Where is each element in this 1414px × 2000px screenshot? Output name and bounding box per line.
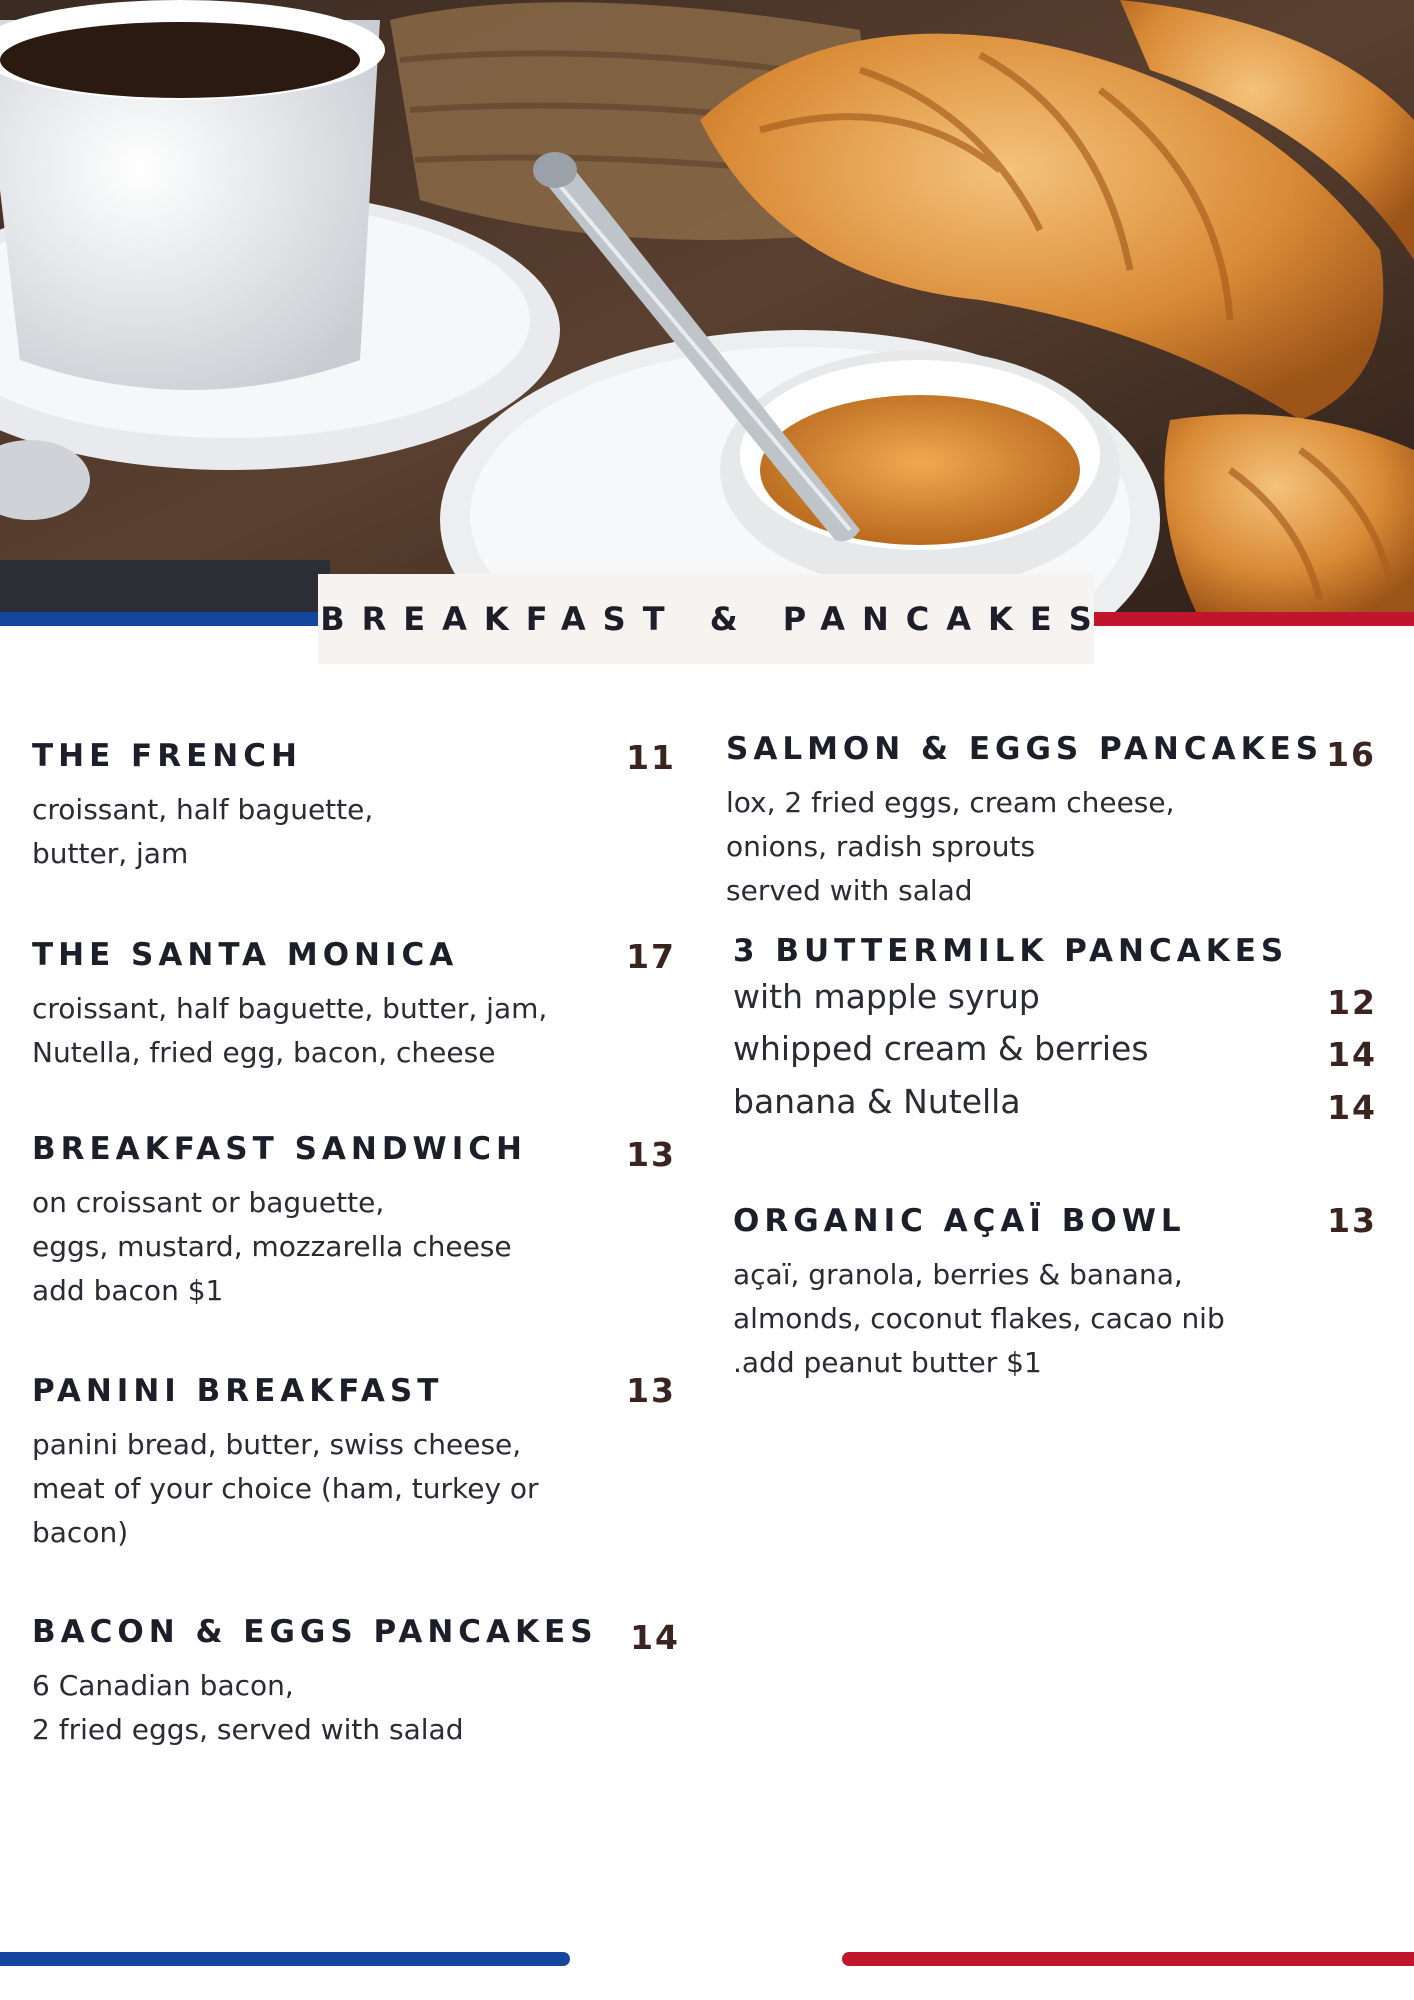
item-price: 17: [626, 937, 676, 976]
section-title: BREAKFAST & PANCAKES: [320, 600, 1109, 638]
item-price: 14: [630, 1618, 680, 1657]
item-name: BREAKFAST SANDWICH: [32, 1131, 527, 1167]
variant-price: 14: [1327, 1035, 1377, 1074]
description-line: butter, jam: [32, 837, 189, 870]
item-description: [32, 1423, 539, 1555]
variant-row: [733, 977, 1377, 1031]
item-name: THE FRENCH: [32, 738, 302, 774]
item-price: 13: [626, 1135, 676, 1174]
item-price: 13: [1327, 1201, 1377, 1240]
breakfast-photo-icon: [0, 0, 1414, 620]
variant-price: 14: [1327, 1088, 1377, 1127]
item-description: [32, 1664, 463, 1752]
description-line: lox, 2 fried eggs, cream cheese,: [726, 786, 1175, 819]
menu-item-buttermilk-pancakes: [733, 933, 1377, 1133]
item-name: SALMON & EGGS PANCAKES: [726, 731, 1324, 767]
description-line: served with salad: [726, 874, 973, 907]
item-price: 11: [626, 738, 676, 777]
description-line: Nutella, fried egg, bacon, cheese: [32, 1036, 496, 1069]
item-name: 3 BUTTERMILK PANCAKES: [733, 933, 1289, 969]
item-description: [726, 781, 1175, 913]
description-line: almonds, coconut flakes, cacao nib: [733, 1302, 1225, 1335]
item-price: 16: [1326, 735, 1376, 774]
item-name: THE SANTA MONICA: [32, 937, 459, 973]
item-description: [733, 1253, 1225, 1385]
description-line: meat of your choice (ham, turkey or: [32, 1472, 539, 1505]
variant-label: with mapple syrup: [733, 977, 1040, 1016]
item-price: 13: [626, 1371, 676, 1410]
variant-price: 12: [1327, 983, 1377, 1022]
description-line: 6 Canadian bacon,: [32, 1669, 294, 1702]
description-line: panini bread, butter, swiss cheese,: [32, 1428, 522, 1461]
variant-label: banana & Nutella: [733, 1082, 1021, 1121]
item-description: [32, 987, 547, 1075]
item-description: [32, 788, 373, 876]
item-name: BACON & EGGS PANCAKES: [32, 1614, 598, 1650]
variant-row: [733, 1082, 1377, 1136]
description-line: add bacon $1: [32, 1274, 224, 1307]
description-line: eggs, mustard, mozzarella cheese: [32, 1230, 512, 1263]
top-red-rule: [1090, 612, 1414, 626]
description-line: onions, radish sprouts: [726, 830, 1036, 863]
section-title-box: [318, 574, 1109, 664]
description-line: on croissant or baguette,: [32, 1186, 385, 1219]
top-blue-rule: [0, 612, 330, 626]
description-line: bacon): [32, 1516, 129, 1549]
item-name: PANINI BREAKFAST: [32, 1373, 444, 1409]
description-line: 2 fried eggs, served with salad: [32, 1713, 464, 1746]
description-line: croissant, half baguette,: [32, 793, 374, 826]
description-line: croissant, half baguette, butter, jam,: [32, 992, 548, 1025]
hero-photo: [0, 0, 1414, 620]
description-line: .add peanut butter $1: [733, 1346, 1042, 1379]
bottom-red-rule: [842, 1952, 1414, 1966]
variant-label: whipped cream & berries: [733, 1029, 1149, 1068]
bottom-blue-rule: [0, 1952, 570, 1966]
variant-row: [733, 1029, 1377, 1083]
item-name: ORGANIC AÇAÏ BOWL: [733, 1203, 1186, 1239]
item-description: [32, 1181, 512, 1313]
description-line: açaï, granola, berries & banana,: [733, 1258, 1183, 1291]
